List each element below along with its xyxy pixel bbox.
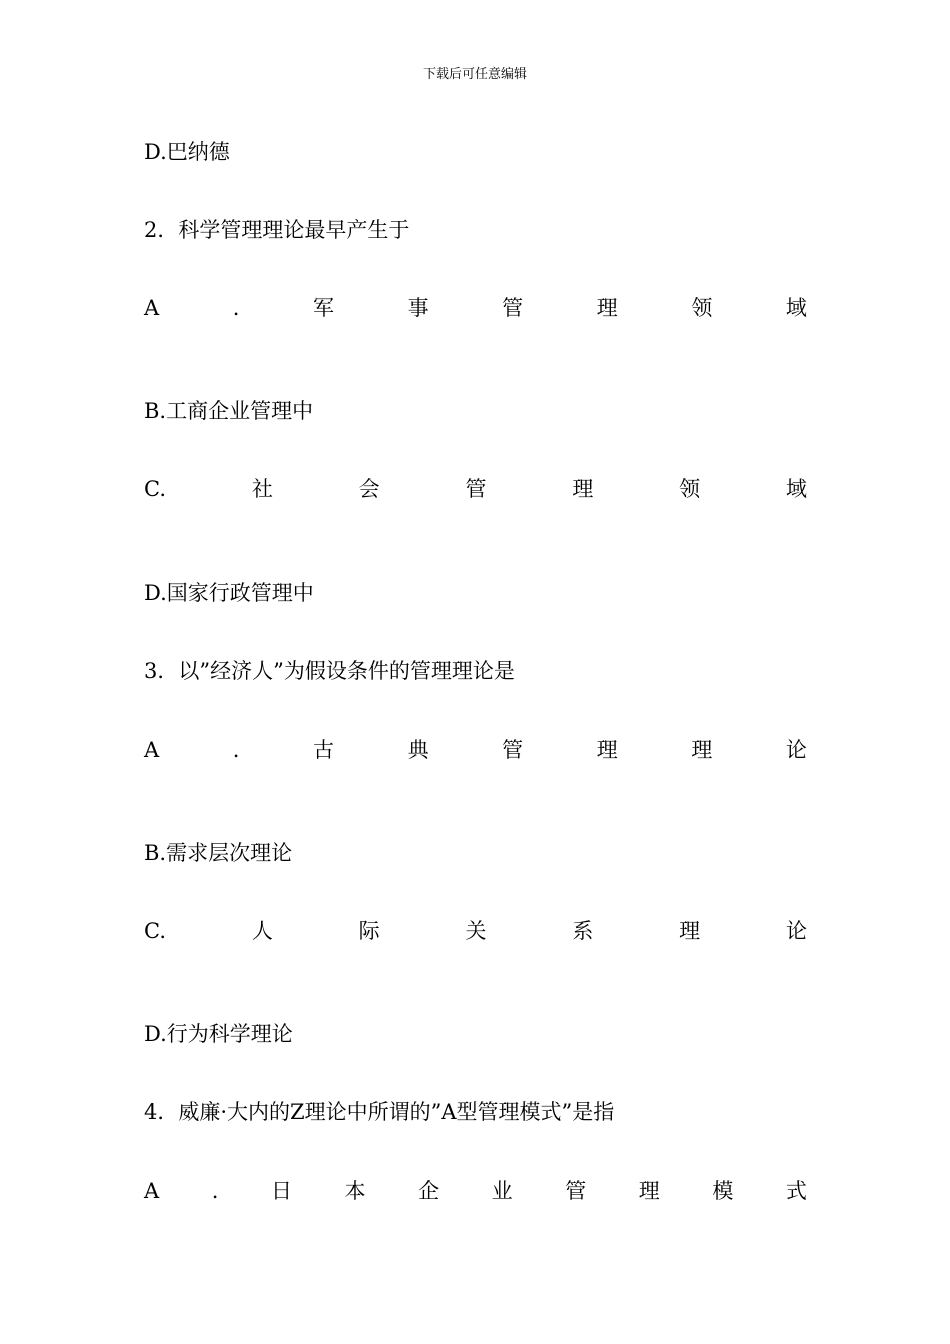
question-4: 4．威廉·大内的Z理论中所谓的”A型管理模式”是指 [144,1100,615,1124]
option-c-q3 [144,916,807,946]
option-a-q2 [144,293,807,323]
glyph: . [232,738,240,762]
glyph: 式 [785,1179,807,1203]
glyph: 典 [407,738,429,762]
glyph: 管 [465,477,487,501]
glyph: A [144,738,160,762]
glyph: 理 [596,738,618,762]
glyph: 管 [565,1179,587,1203]
glyph: 理 [679,919,701,943]
option-a-q3 [144,735,807,765]
glyph: 古 [313,738,335,762]
glyph: 域 [785,296,807,320]
glyph: 关 [465,919,487,943]
glyph: 际 [358,919,380,943]
glyph: 会 [358,477,380,501]
glyph: . [232,296,240,320]
glyph: 军 [313,296,335,320]
glyph: 事 [407,296,429,320]
option-b-q2: B.工商企业管理中 [144,399,314,423]
glyph: 领 [679,477,701,501]
glyph: 理 [638,1179,660,1203]
glyph: . [211,1179,219,1203]
glyph: 论 [785,919,807,943]
glyph: 模 [712,1179,734,1203]
glyph: 系 [572,919,594,943]
glyph: 理 [596,296,618,320]
glyph: 业 [491,1179,513,1203]
question-2: 2．科学管理理论最早产生于 [144,218,410,242]
glyph: 日 [270,1179,292,1203]
glyph: 管 [502,738,524,762]
glyph: 理 [572,477,594,501]
glyph: C. [144,477,166,501]
glyph: 理 [691,738,713,762]
glyph: 本 [344,1179,366,1203]
option-d-q2: D.国家行政管理中 [144,581,314,605]
glyph: 社 [251,477,273,501]
page-header: 下载后可任意编辑 [422,67,527,82]
glyph: A [144,1179,160,1203]
question-3: 3．以”经济人”为假设条件的管理理论是 [144,659,515,683]
glyph: 人 [251,919,273,943]
option-c-q2 [144,474,807,504]
glyph: A [144,296,160,320]
glyph: C. [144,919,166,943]
option-d-q3: D.行为科学理论 [144,1022,293,1046]
glyph: 领 [691,296,713,320]
glyph: 域 [785,477,807,501]
option-d-q1: D.巴纳德 [144,140,230,164]
option-b-q3: B.需求层次理论 [144,841,293,865]
glyph: 管 [502,296,524,320]
option-a-q4 [144,1176,807,1206]
glyph: 企 [418,1179,440,1203]
glyph: 论 [785,738,807,762]
